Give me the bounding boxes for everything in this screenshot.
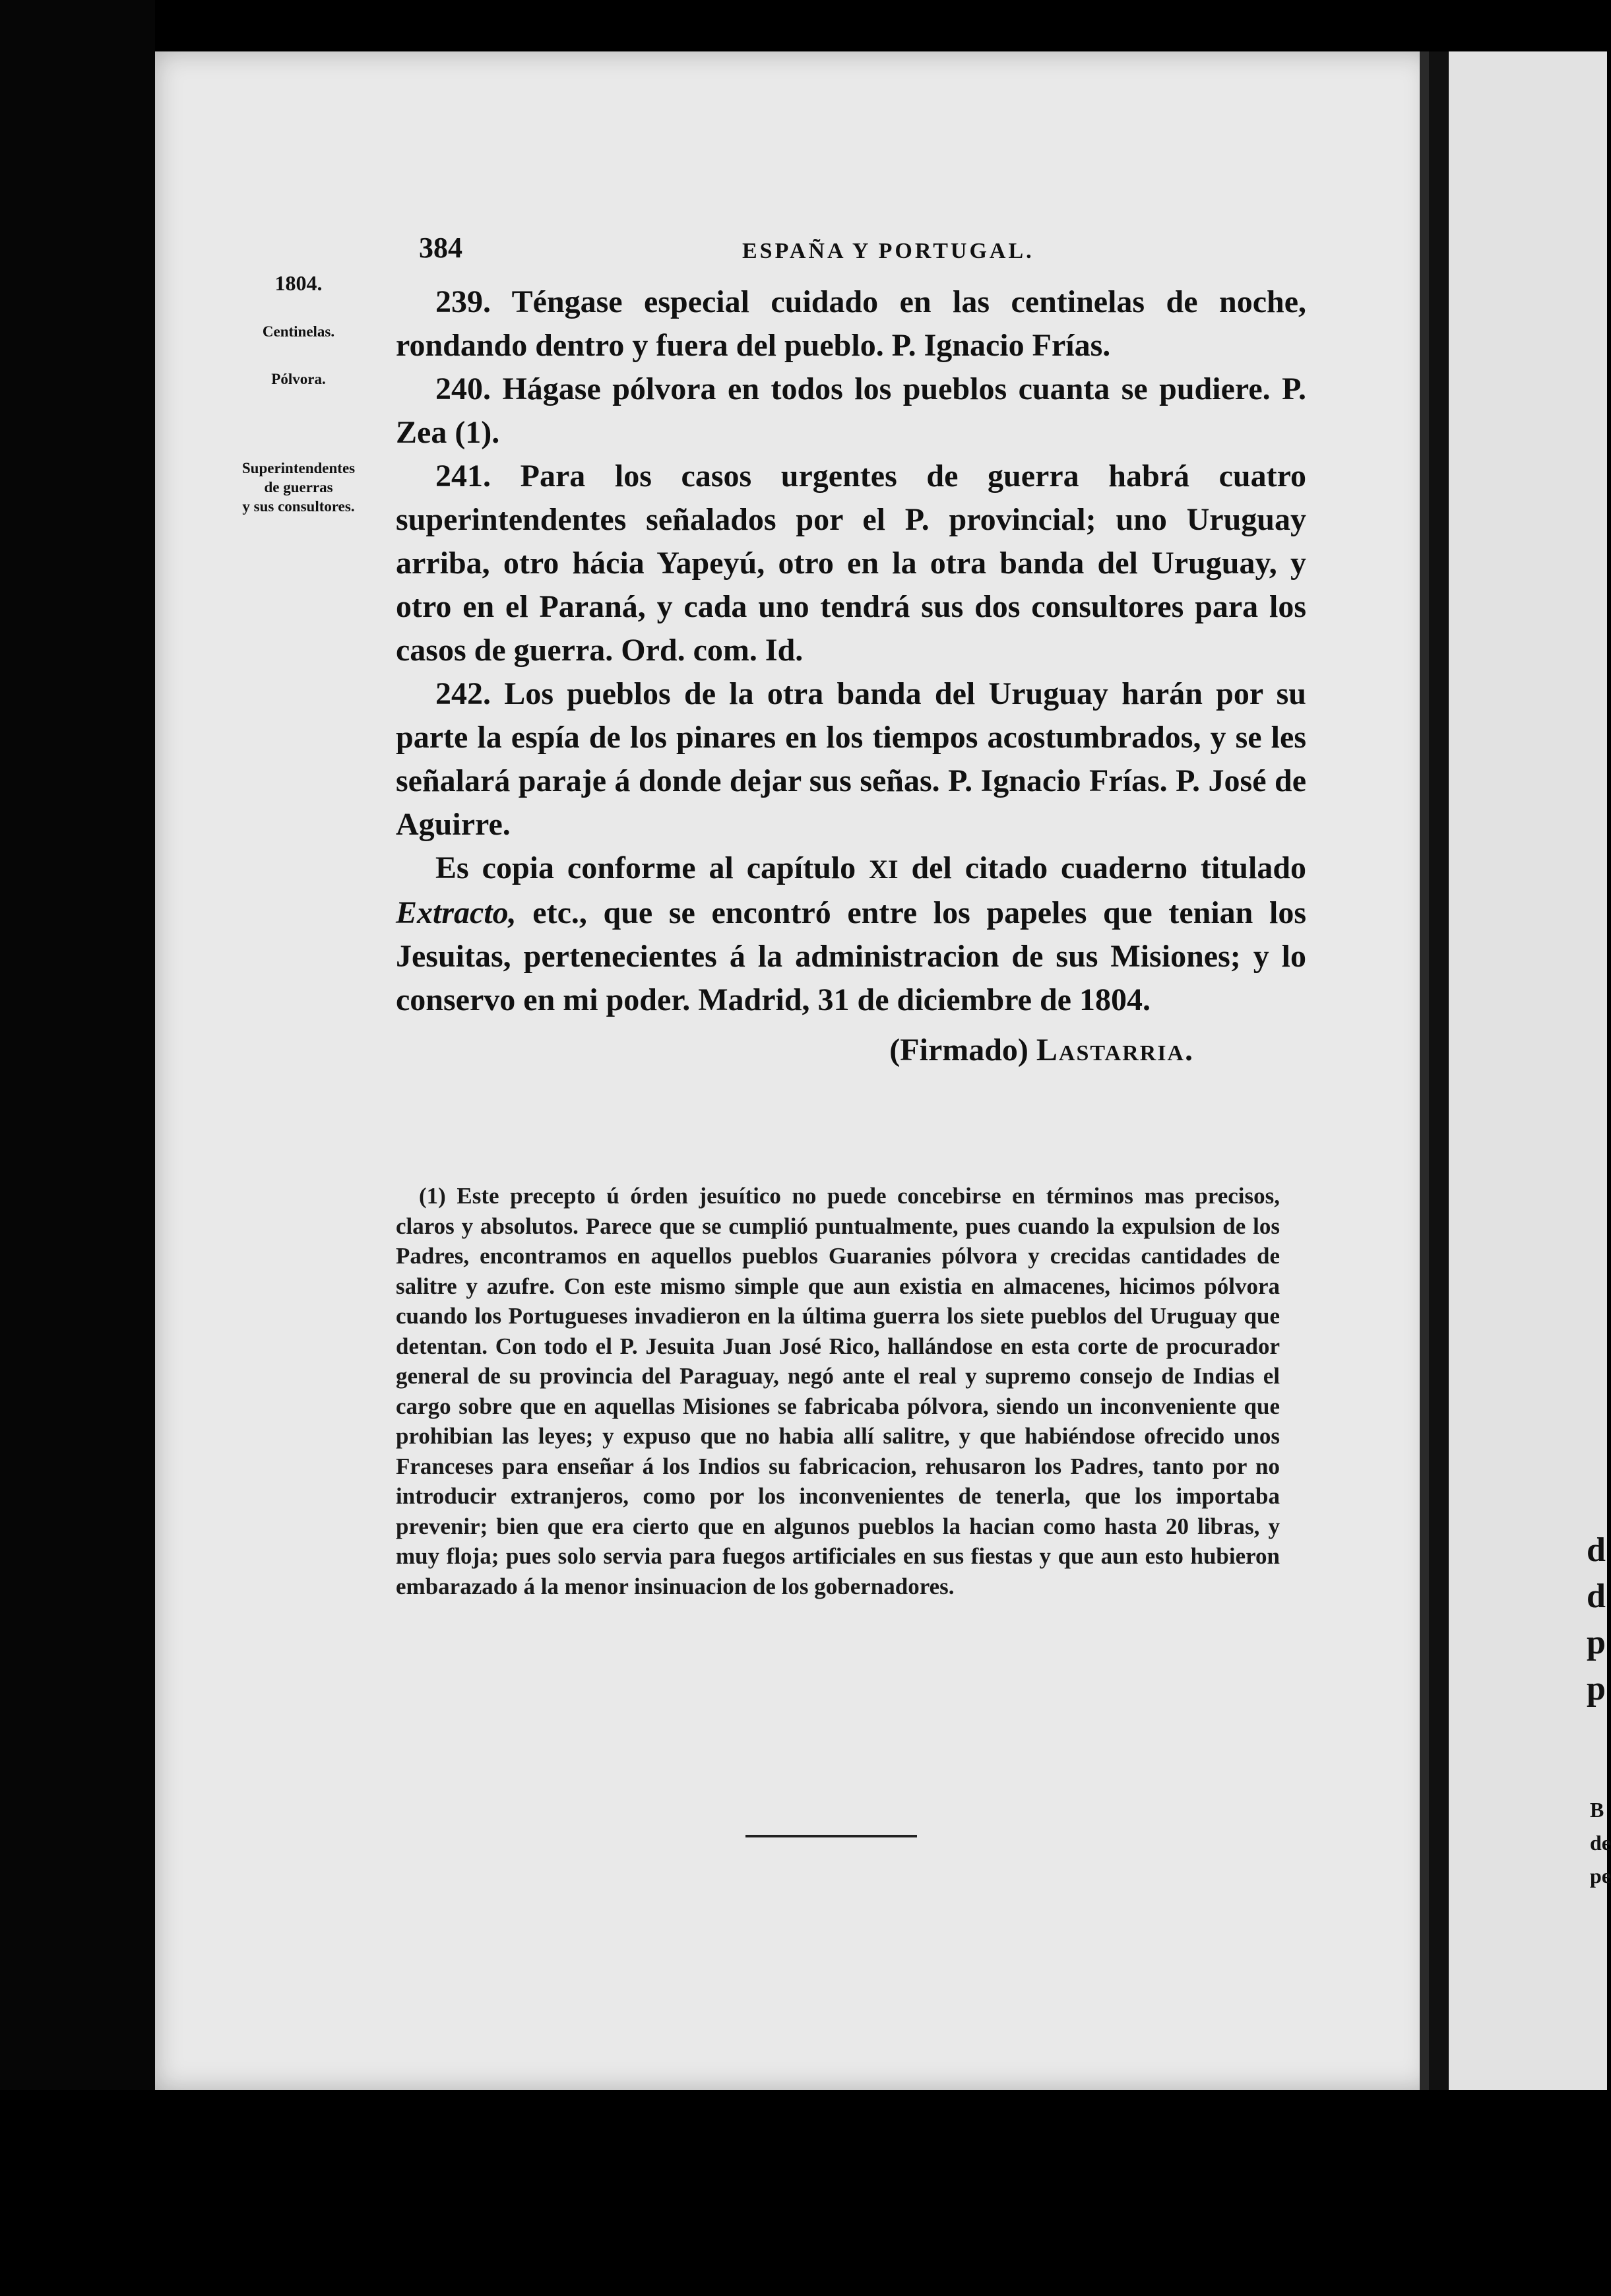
footnote-end-rule xyxy=(745,1835,917,1837)
paragraph-number: 240. xyxy=(435,371,491,406)
closing-text: Es copia conforme al capítulo xyxy=(435,850,869,885)
adjacent-page-letter: d xyxy=(1587,1531,1606,1569)
signature xyxy=(396,1029,1306,1072)
adjacent-page-letter: d xyxy=(1587,1578,1606,1615)
book-gutter xyxy=(1429,51,1449,2090)
running-head: ESPAÑA Y PORTUGAL. xyxy=(742,239,1034,263)
closing-text: etc., que se encontró entre los papeles que tenian los Jesuitas, pertenecientes á la administracion de sus Misiones; y lo conservo en mi poder. Madrid, 31 de diciembre de 1804. xyxy=(396,895,1306,1017)
chapter-number: XI xyxy=(869,854,899,884)
adjacent-page-letter: p xyxy=(1587,1624,1606,1661)
adjacent-page-letter: B xyxy=(1590,1798,1604,1822)
scan-bottom-edge xyxy=(0,2090,1607,2296)
paragraph-text: Téngase especial cuidado en las centinelas de noche, rondando dentro y fuera del pueblo. P. Ignacio Frías. xyxy=(396,284,1306,363)
margin-year: 1804. xyxy=(274,271,323,295)
page-header xyxy=(419,231,1323,271)
signature-prefix: (Firmado) xyxy=(889,1033,1036,1068)
paragraph-241 xyxy=(396,455,1306,672)
signature-name: Lastarria. xyxy=(1036,1033,1194,1068)
paragraph-number: 241. xyxy=(435,459,491,494)
adjacent-page xyxy=(1449,51,1607,2090)
adjacent-page-letter: de xyxy=(1590,1831,1611,1855)
adjacent-page-letter: p xyxy=(1587,1670,1606,1707)
paragraph-240 xyxy=(396,367,1306,455)
closing-text: del citado cuaderno titulado xyxy=(898,850,1307,885)
paragraph-239 xyxy=(396,280,1306,367)
margin-note-line: Superintendentes xyxy=(241,460,356,476)
margin-note-polvora: Pólvora. xyxy=(271,371,326,387)
scan-left-edge xyxy=(0,0,155,2296)
margin-note-superintendentes xyxy=(211,459,386,516)
paragraph-number: 242. xyxy=(435,676,491,711)
page-edge xyxy=(1420,51,1429,2090)
paragraph-number: 239. xyxy=(435,284,491,319)
margin-note-line: y sus consultores. xyxy=(242,498,355,515)
main-text xyxy=(396,280,1306,1072)
margin-note-line: de guerras xyxy=(264,479,333,495)
closing-paragraph xyxy=(396,846,1306,1022)
margin-note-centinelas: Centinelas. xyxy=(262,323,335,340)
paragraph-242 xyxy=(396,672,1306,846)
paragraph-text: Hágase pólvora en todos los pueblos cuanta se pudiere. P. Zea (1). xyxy=(396,371,1306,450)
paragraph-text: Los pueblos de la otra banda del Uruguay harán por su parte la espía de los pinares en los tiempos acostumbrados, y se les señalará paraje á donde dejar sus señas. P. Ignacio Frías. P. José de Aguirre. xyxy=(396,676,1306,842)
paragraph-text: Para los casos urgentes de guerra habrá cuatro superintendentes señalados por el P. provincial; uno Uruguay arriba, otro hácia Yapeyú, otro en la otra banda del Uruguay, y otro en el Paraná, y cada uno tendrá sus dos consultores para los casos de guerra. Ord. com. Id. xyxy=(396,459,1306,668)
title-italic: Extracto, xyxy=(396,895,517,930)
page-number: 384 xyxy=(419,232,462,264)
adjacent-page-letter: pe xyxy=(1590,1864,1611,1888)
footnote: (1) Este precepto ú órden jesuítico no puede concebirse en términos mas precisos, claros y absolutos. Parece que se cumplió puntualmente, pues cuando la expulsion de los Padres, encontramos en aquellos pueblos Guaranies pólvora y crecidas cantidades de salitre y azufre. Con este mismo simple que aun existia en almacenes, hicimos pólvora cuando los Portugueses invadieron en la última guerra los siete pueblos del Uruguay que detentan. Con todo el P. Jesuita Juan José Rico, hallándose en esta corte de procurador general de su provincia del Paraguay, negó ante el real y supremo consejo de Indias el cargo sobre que en aquellas Misiones se fabricaba pólvora, siendo un inconveniente que prohibian las leyes; y expuso que no habia allí salitre, y que habiéndose ofrecido unos Franceses para enseñar á los Indios su fabricacion, rehusaron los Padres, tanto por no introducir extranjeros, como por los inconvenientes de tenerla, que los importaba prevenir; bien que era cierto que en algunos pueblos la hacian como hasta 20 libras, y muy floja; pues solo servia para fuegos artificiales en sus fiestas y que aun esto hubieron embarazado á la menor insinuacion de los gobernadores. xyxy=(396,1183,1280,1599)
